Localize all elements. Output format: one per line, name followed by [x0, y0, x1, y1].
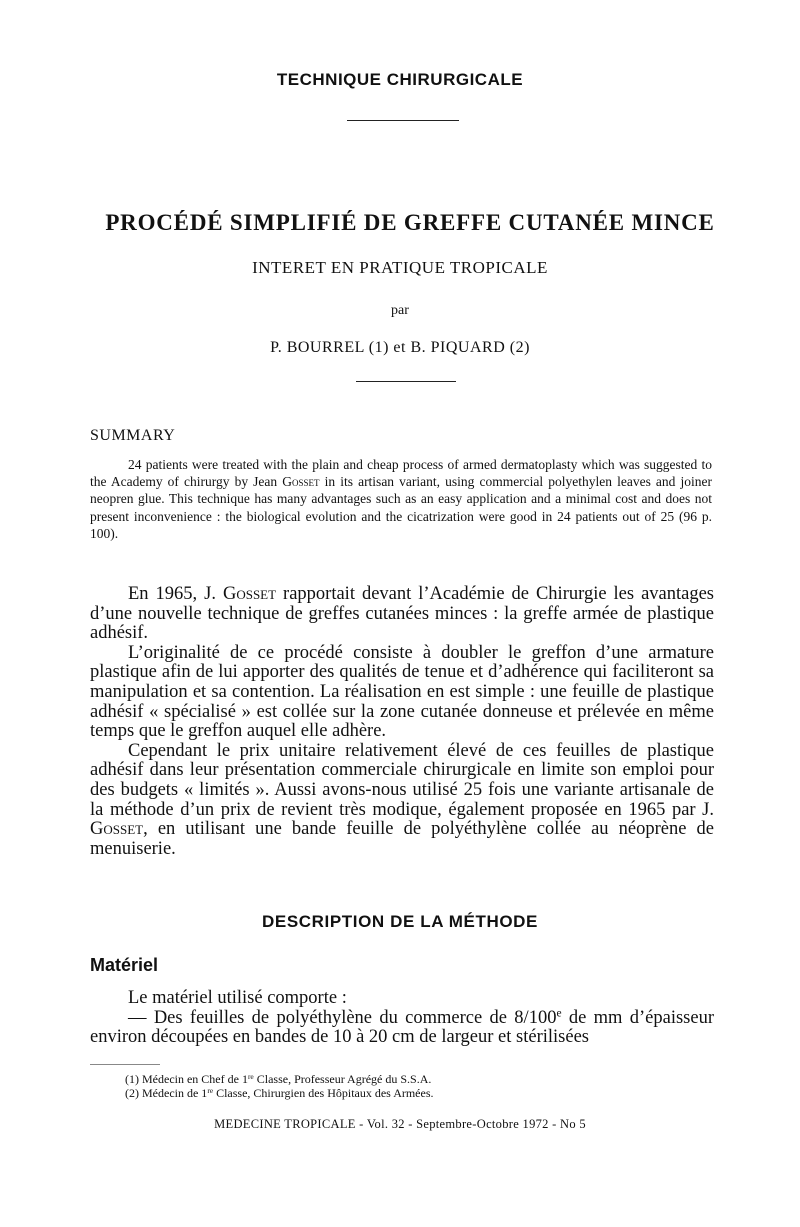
- footnote-1: (1) Médecin en Chef de 1re Classe, Professeur Agrégé du S.S.A.: [125, 1071, 432, 1086]
- method-heading: DESCRIPTION DE LA MÉTHODE: [262, 912, 538, 931]
- divider-top: [347, 120, 459, 121]
- journal-footer: MEDECINE TROPICALE - Vol. 32 - Septembre-Octobre 1972 - No 5: [214, 1117, 586, 1131]
- article-title: PROCÉDÉ SIMPLIFIÉ DE GREFFE CUTANÉE MINCE: [105, 210, 715, 235]
- footnote-2: (2) Médecin de 1re Classe, Chirurgien des Hôpitaux des Armées.: [125, 1085, 434, 1100]
- intro-paragraph-3: Cependant le prix unitaire relativement élevé de ces feuilles de plastique adhésif dans leur présentation commerciale chirurgicale en limite son emploi pour des budgets « limités ». Aussi avons-nous utilisé 25 fois une variante artisanale de la méthode d’un prix de revient très modique, également proposée en 1965 par J. Gosset, en utilisant une bande feuille de polyéthylène collée au néoprène de menuiserie.: [90, 740, 714, 859]
- summary-heading: SUMMARY: [90, 427, 176, 444]
- intro-paragraph-2: L’originalité de ce procédé consiste à doubler le greffon d’une armature plastique afin de lui apporter des qualités de tenue et d’adhérence qui faciliteront sa manipulation et sa contention. La réalisation en est simple : une feuille de plastique adhésif « spécialisé » est collée sur la zone cutanée donneuse et prélevée en même temps que le greffon auquel elle adhère.: [90, 642, 714, 742]
- intro-section: [90, 585, 714, 859]
- section-title: TECHNIQUE CHIRURGICALE: [276, 70, 524, 89]
- method-section: [90, 989, 714, 1048]
- by-word: par: [391, 303, 409, 318]
- method-paragraph-1: Le matériel utilisé comporte :: [128, 988, 347, 1008]
- intro-paragraph-1: En 1965, J. Gosset rapportait devant l’Académie de Chirurgie les avantages d’une nouvelle technique de greffes cutanées minces : la greffe armée de plastique adhésif.: [90, 584, 714, 644]
- divider-authors: [356, 381, 456, 382]
- footnote-divider: [90, 1064, 160, 1065]
- method-paragraph-2: — Des feuilles de polyéthylène du commerce de 8/100e de mm d’épaisseur environ découpées en bandes de 10 à 20 cm de largeur et stérilisées: [90, 1007, 714, 1048]
- authors: P. BOURREL (1) et B. PIQUARD (2): [270, 339, 530, 356]
- article-subtitle: INTERET EN PRATIQUE TROPICALE: [252, 258, 548, 277]
- summary-author-name: Gosset: [282, 474, 320, 490]
- materiel-subheading: Matériel: [90, 955, 159, 975]
- summary-text: 24 patients were treated with the plain and cheap process of armed dermatoplasty which was suggested to the Academy of chirurgy by Jean Gosset in its artisan variant, using commercial polyethylen leaves and joiner neopren glue. This technique has many advantages such as an easy application and a minimal cost and does not present inconvenience : the biological evolution and the cicatrization were good in 24 patients out of 25 (96 p. 100).: [90, 457, 712, 541]
- footnotes: [125, 1072, 434, 1100]
